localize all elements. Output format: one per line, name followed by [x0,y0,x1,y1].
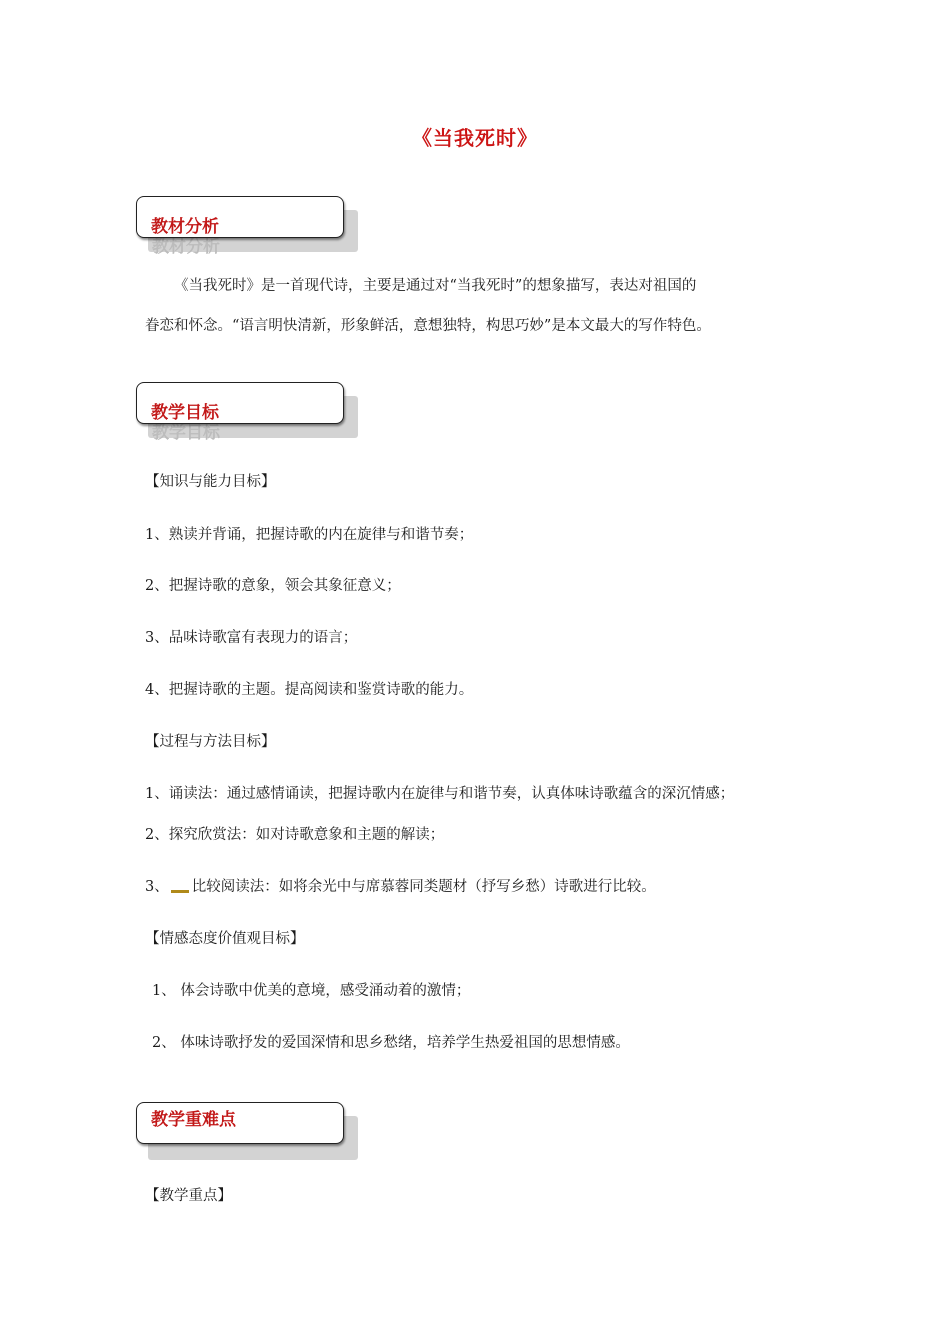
knowledge-item-4: 4、把握诗歌的主题。提高阅读和鉴赏诗歌的能力。 [145,682,474,698]
analysis-paragraph [145,266,815,346]
emotion-item-1: 1、 体会诗歌中优美的意境，感受涌动着的激情； [152,983,471,999]
process-heading: 【过程与方法目标】 [145,734,276,750]
section-title-keypoints: 教学重难点 [151,1110,236,1130]
process-item-3 [145,875,656,896]
process-item-2: 2、探究欣赏法：如对诗歌意象和主题的解读； [145,827,445,843]
knowledge-item-1: 1、熟读并背诵，把握诗歌的内在旋律与和谐节奏； [145,527,474,543]
page-title: 《当我死时》 [412,126,538,150]
knowledge-heading: 【知识与能力目标】 [145,474,276,490]
process-item-3-number: 3、 [145,879,169,895]
knowledge-item-2: 2、把握诗歌的意象，领会其象征意义； [145,578,401,594]
section-header-keypoints [136,1102,360,1162]
analysis-line-1: 《当我死时》是一首现代诗，主要是通过对“当我死时”的想象描写，表达对祖国的 [174,278,697,294]
process-item-3-text: 比较阅读法：如将余光中与席慕蓉同类题材（抒写乡愁）诗歌进行比较。 [191,879,656,895]
section-title-analysis: 教材分析 [151,217,219,237]
highlight-mark [171,890,189,893]
section-header-goals [136,382,360,442]
emotion-item-2: 2、 体味诗歌抒发的爱国深情和思乡愁绪，培养学生热爱祖国的思想情感。 [152,1035,630,1051]
emotion-heading: 【情感态度价值观目标】 [145,931,305,947]
section-header-analysis [136,196,360,256]
process-item-1: 1、诵读法：通过感情诵读，把握诗歌内在旋律与和谐节奏，认真体味诗歌蕴含的深沉情感； [145,786,735,802]
knowledge-item-3: 3、品味诗歌富有表现力的语言； [145,630,358,646]
section-title-goals: 教学目标 [151,403,219,423]
analysis-line-2: 眷恋和怀念。“语言明快清新，形象鲜活，意想独特，构思巧妙”是本文最大的写作特色。 [145,318,711,334]
keypoints-heading: 【教学重点】 [145,1188,232,1204]
